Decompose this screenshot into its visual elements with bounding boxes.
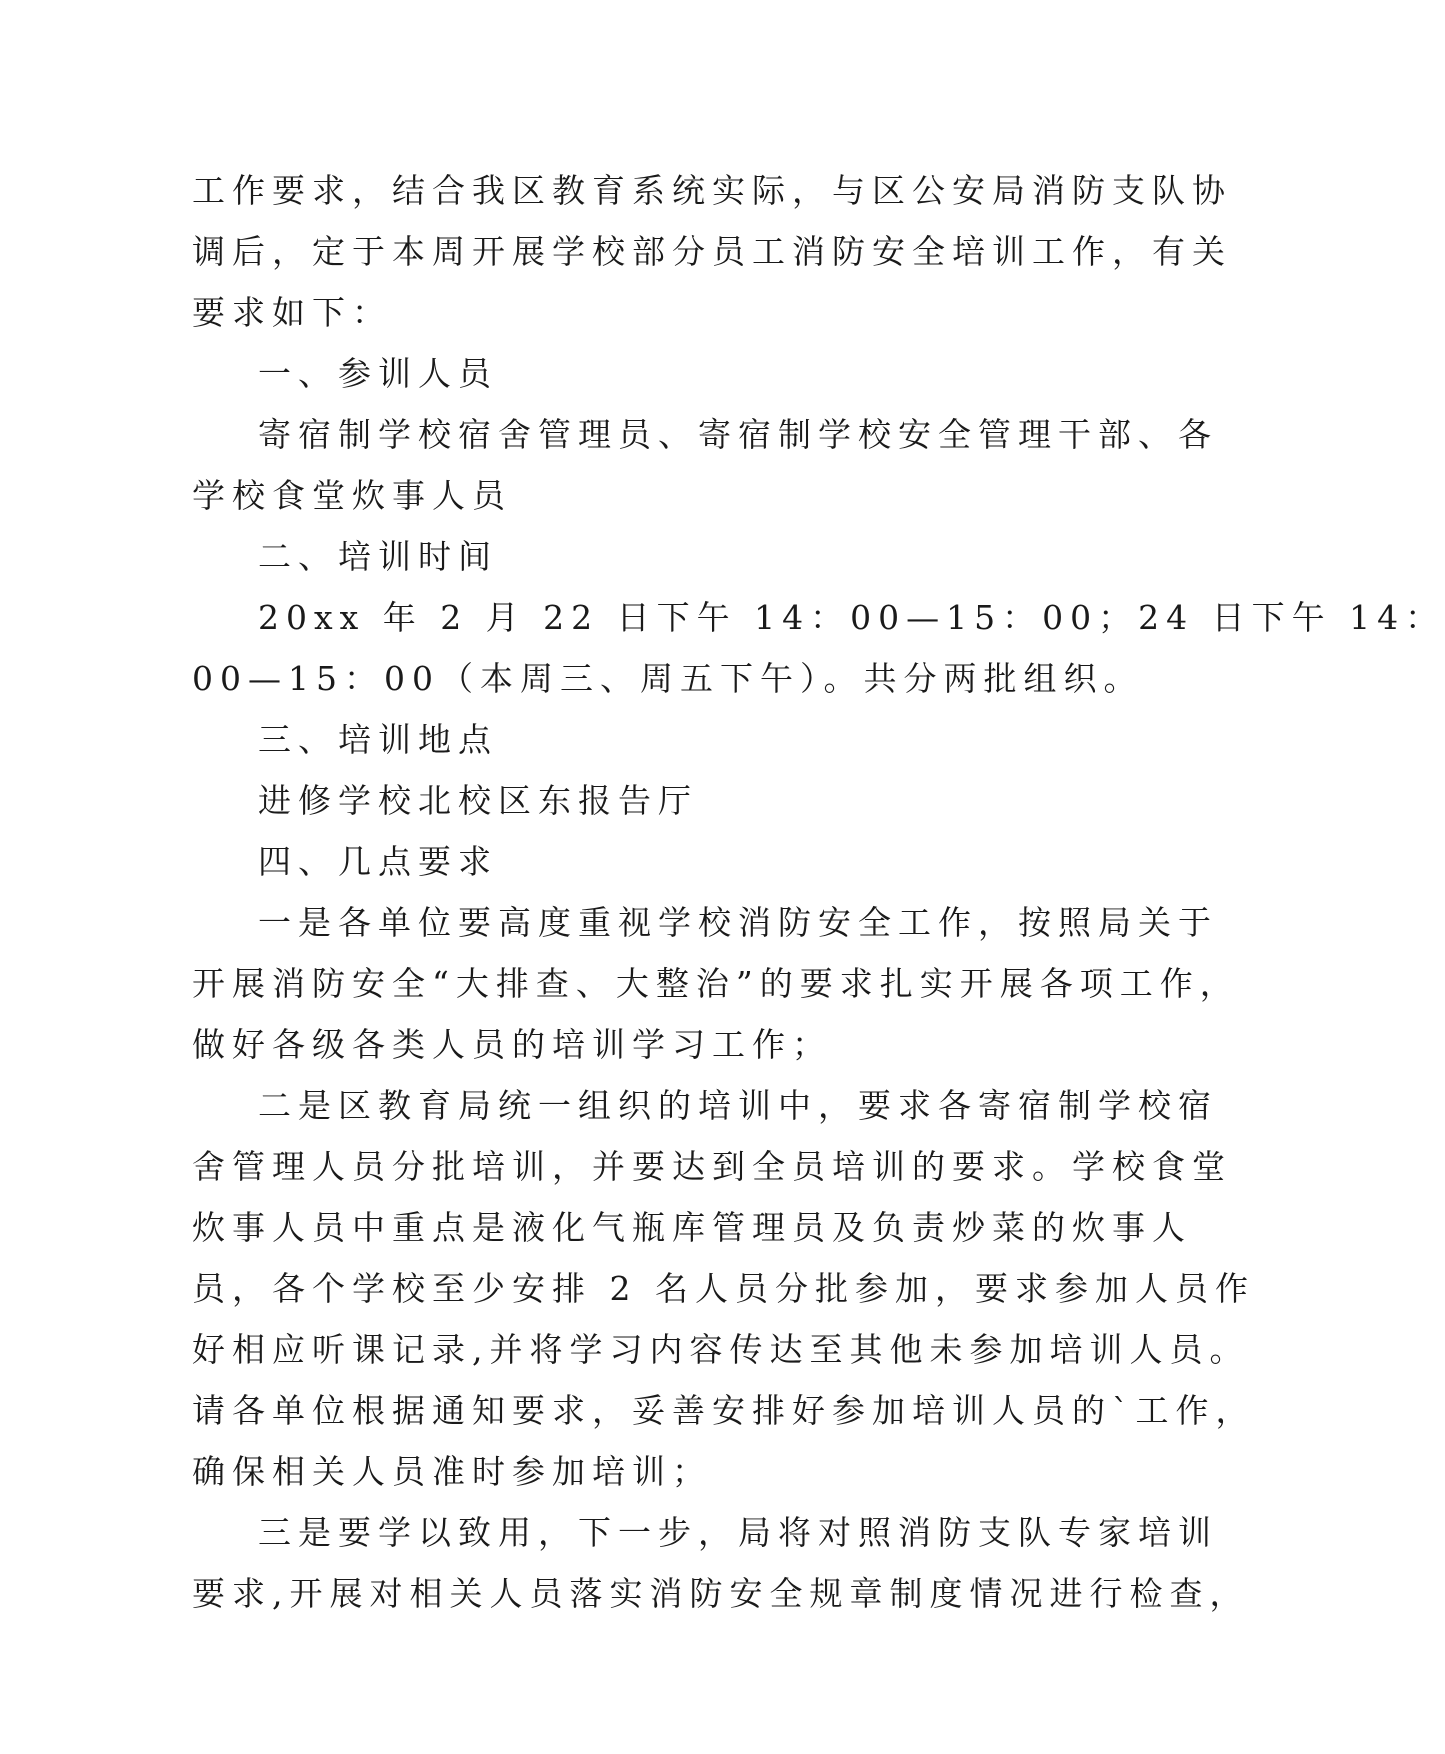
text-line: 二是区教育局统一组织的培训中，要求各寄宿制学校宿: [258, 1086, 1218, 1125]
text-line: 调后，定于本周开展学校部分员工消防安全培训工作，有关: [192, 232, 1232, 271]
text-line: 确保相关人员准时参加培训；: [192, 1452, 712, 1491]
text-line: 进修学校北校区东报告厅: [258, 781, 698, 820]
text-line: 20xx 年 2 月 22 日下午 14：00—15：00；24 日下午 14：: [258, 598, 1445, 637]
section-heading: 二、培训时间: [258, 537, 498, 576]
text-line: 舍管理人员分批培训，并要达到全员培训的要求。学校食堂: [192, 1147, 1232, 1186]
section-heading: 四、几点要求: [258, 842, 498, 881]
text-line: 要求,开展对相关人员落实消防安全规章制度情况进行检查，: [192, 1574, 1250, 1613]
text-line: 请各单位根据通知要求，妥善安排好参加培训人员的`工作，: [192, 1391, 1256, 1430]
text-line: 做好各级各类人员的培训学习工作；: [192, 1025, 832, 1064]
text-line: 好相应听课记录,并将学习内容传达至其他未参加培训人员。: [192, 1330, 1250, 1369]
text-line: 要求如下：: [192, 293, 392, 332]
text-line: 工作要求，结合我区教育系统实际，与区公安局消防支队协: [192, 171, 1232, 210]
section-heading: 三、培训地点: [258, 720, 498, 759]
text-line: 员，各个学校至少安排 2 名人员分批参加，要求参加人员作: [192, 1269, 1255, 1308]
section-heading: 一、参训人员: [258, 354, 498, 393]
text-line: 学校食堂炊事人员: [192, 476, 512, 515]
text-line: 一是各单位要高度重视学校消防安全工作，按照局关于: [258, 903, 1218, 942]
text-line: 寄宿制学校宿舍管理员、寄宿制学校安全管理干部、各: [258, 415, 1218, 454]
text-line: 三是要学以致用，下一步，局将对照消防支队专家培训: [258, 1513, 1218, 1552]
text-line: 开展消防安全“大排查、大整治”的要求扎实开展各项工作，: [192, 964, 1240, 1003]
document-body: [192, 160, 1445, 1624]
text-line: 00—15：00（本周三、周五下午）。共分两批组织。: [192, 659, 1144, 698]
text-line: 炊事人员中重点是液化气瓶库管理员及负责炒菜的炊事人: [192, 1208, 1192, 1247]
